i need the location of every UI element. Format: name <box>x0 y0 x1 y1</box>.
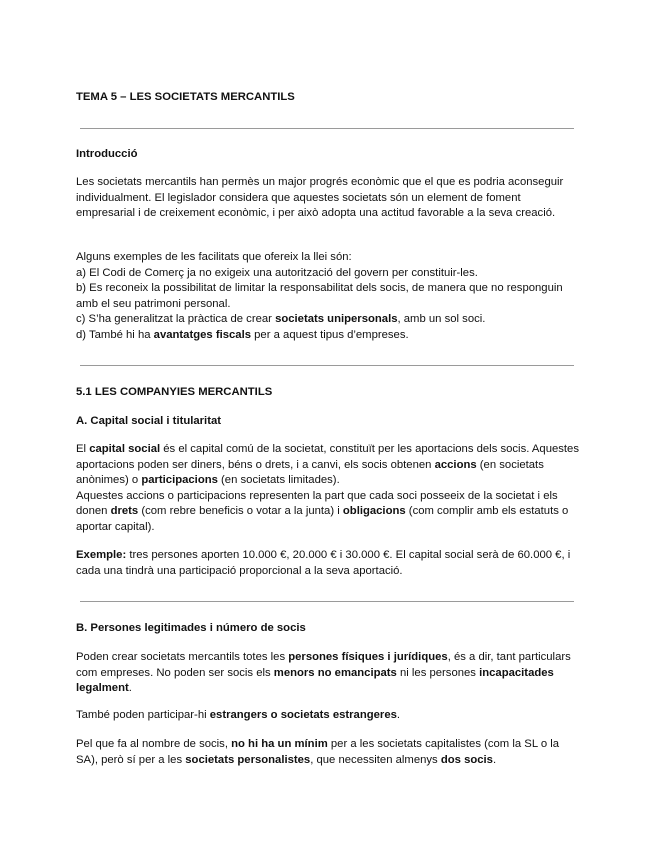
number-of-partners-paragraph: Pel que fa al nombre de socis, no hi ha un mínim per a les societats capitalistes (com la SL o la SA), però sí per a les societats personalistes, que necessiten almenys dos socis. <box>76 738 560 766</box>
divider <box>80 365 574 366</box>
list-item-b: b) Es reconeix la possibilitat de limitar la responsabilitat dels socis, de manera que no responguin amb el seu patrimoni personal. <box>76 282 563 310</box>
persons-paragraph: Poden crear societats mercantils totes les persones físiques i jurídiques, és a dir, tant particulars com empreses. No poden ser socis els menors no emancipats ni les persones incapacitades legalment. <box>76 651 571 695</box>
subsection-a-heading: A. Capital social i titularitat <box>76 415 222 427</box>
foreigners-paragraph: També poden participar-hi estrangers o societats estrangeres. <box>76 709 401 721</box>
subsection-b-heading: B. Persones legitimades i número de socis <box>76 622 306 634</box>
facilities-list <box>76 250 581 344</box>
intro-heading: Introducció <box>76 148 138 160</box>
capital-social-paragraph: El capital social és el capital comú de la societat, constituït per les aportacions dels socis. Aquestes aportacions poden ser diners, béns o drets, i a canvi, els socis obtenen accions (en societats anònimes) o participacions (en societats limitades). Aquestes accions o participacions representen la part que cada soci posseeix de la societat i els donen drets (com rebre beneficis o votar a la junta) i obligacions (com complir amb els estatuts o aportar capital). <box>76 443 579 533</box>
intro-paragraph: Les societats mercantils han permès un major progrés econòmic que el que es podria aconseguir individualment. El legislador considera que aquestes societats són un element de foment empresarial i de creixement econòmic, i per això adopta una actitud favorable a la seva creació. <box>76 176 564 220</box>
divider <box>80 128 574 129</box>
list-item-d: d) També hi ha avantatges fiscals per a aquest tipus d’empreses. <box>76 328 409 341</box>
section-5-1-heading: 5.1 LES COMPANYIES MERCANTILS <box>76 386 273 398</box>
list-item-c: c) S’ha generalitzat la pràctica de crear societats unipersonals, amb un sol soci. <box>76 313 486 326</box>
divider <box>80 601 574 602</box>
list-item-a: a) El Codi de Comerç ja no exigeix una autorització del govern per constituir-les. <box>76 266 478 279</box>
doc-title: TEMA 5 – LES SOCIETATS MERCANTILS <box>76 91 295 103</box>
list-intro: Alguns exemples de les facilitats que ofereix la llei són: <box>76 251 352 263</box>
example-paragraph: Exemple: tres persones aporten 10.000 €, 20.000 € i 30.000 €. El capital social serà de 60.000 €, i cada una tindrà una participació proporcional a la seva aportació. <box>76 549 571 577</box>
